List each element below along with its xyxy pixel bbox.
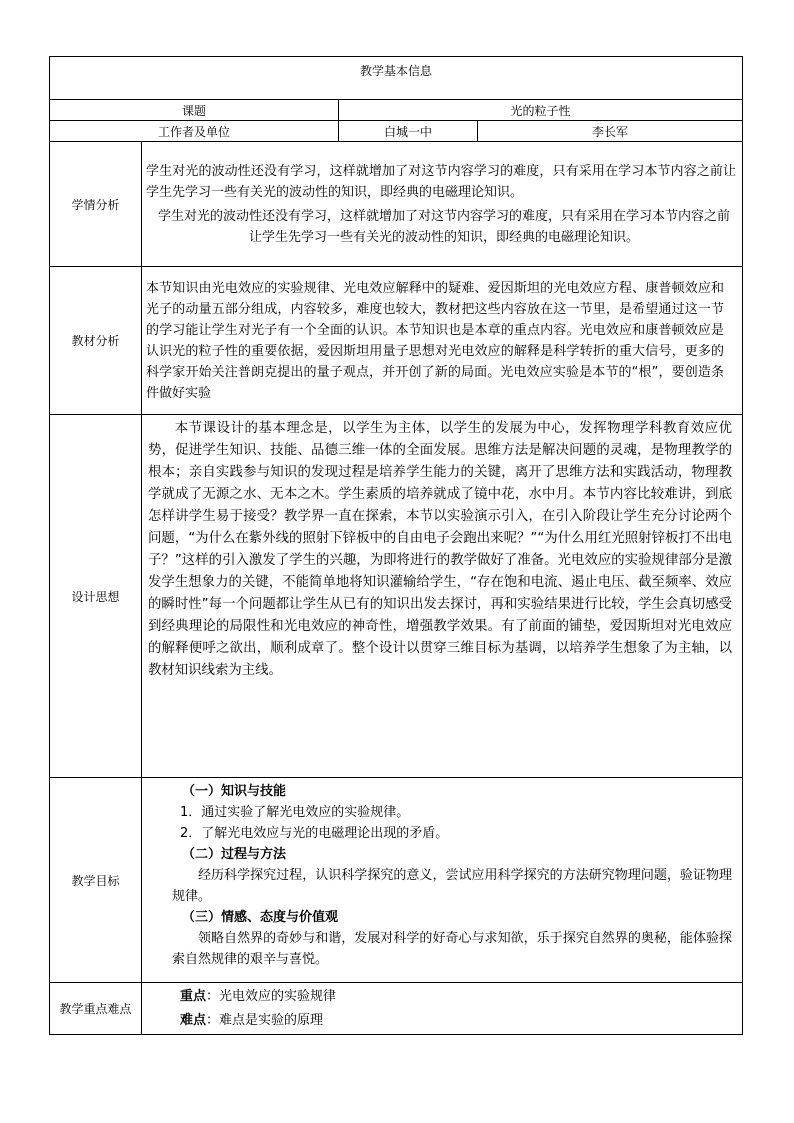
key-point-label: 重点 [180, 988, 207, 1004]
table-title: 教学基本信息 [50, 57, 743, 100]
lesson-plan-document [49, 56, 742, 1064]
key-point-text: ：光电效应的实验规律 [206, 988, 337, 1004]
key-point-line [180, 985, 736, 1009]
goals-heading-process: （二）过程与方法 [182, 847, 287, 862]
material-analysis-row [50, 267, 743, 415]
key-points-label: 教学重点难点 [50, 983, 142, 1035]
difficulty-label: 难点 [180, 1012, 207, 1028]
material-analysis-label: 教材分析 [50, 267, 142, 415]
key-points-row [50, 983, 743, 1035]
goals-row [50, 778, 743, 983]
goals-item-2: 2．了解光电效应与光的电磁理论出现的矛盾。 [180, 826, 449, 841]
design-idea-text: 本节课设计的基本理念是，以学生为主体，以学生的发展为中心，发挥物理学科教育效应优势，促进学生知识、技能、品德三维一体的全面发展。思维方法是解决问题的灵魂，是物理教学的根本；亲自实践参与知识的发现过程是培养学生能力的关键，离开了思维方法和实践活动，物理教学就成了无源之水、无本之木。学生素质的培养就成了镜中花，水中月。本节内容比较难讲，到底怎样讲学生易于接受？教学界一直在探索，本节以实验演示引入，在引入阶段让学生充分讨论两个问题，“为什么在紫外线的照射下锌板中的自由电子会跑出来呢？”“为什么用红光照射锌板打不出电子？”这样的引入激发了学生的兴趣，为即将进行的教学做好了准备。光电效应的实验规律部分是激发学生想象力的关键，不能简单地将知识灌输给学生，“存在饱和电流、遏止电压、截至频率、效应的瞬时性”每一个问题都让学生从已有的知识出发去探讨，再和实验结果进行比较，学生会真切感受到经典理论的局限性和光电效应的神奇性，增强教学效果。有了前面的铺垫，爱因斯坦对光电效应的解释便呼之欲出，顺利成章了。整个设计以贯穿三维目标为基调，以培养学生想象了为主轴，以教材知识线索为主线。 [148, 421, 733, 678]
goals-item-1: 1．通过实验了解光电效应的实验规律。 [180, 805, 410, 820]
topic-row [50, 100, 743, 121]
learning-analysis-text-2: 学生对光的波动性还没有学习，这样就增加了对这节内容学习的难度，只有采用在学习本节内容之前让学生先学习一些有关光的波动性的知识，即经典的电磁理论知识。 [158, 208, 731, 245]
learning-analysis-row [50, 142, 743, 267]
goals-process-text: 经历科学探究过程，认识科学探究的意义，尝试应用科学探究的方法研究物理问题，验证物理规律。 [172, 868, 733, 904]
title-row [50, 57, 743, 100]
goals-label: 教学目标 [50, 778, 142, 983]
design-idea-row [50, 415, 743, 778]
material-analysis-text: 本节知识由光电效应的实验规律、光电效应解释中的疑难、爱因斯坦的光电效应方程、康普顿效应和光子的动量五部分组成，内容较多，难度也较大，教材把这些内容放在这一节里，是希望通过这一节的学习能让学生对光子有一个全面的认识。本节知识也是本章的重点内容。光电效应和康普顿效应是认识光的粒子性的重要依据，爱因斯坦用量子思想对光电效应的解释是科学转折的重大信号，更多的科学家开始关注普朗克提出的量子观点，并开创了新的局面。光电效应实验是本节的“根”，要创造条件做好实验 [146, 280, 725, 401]
goals-heading-knowledge: （一）知识与技能 [182, 784, 287, 799]
lesson-table [49, 56, 743, 1035]
design-idea-label: 设计思想 [50, 415, 142, 778]
topic-value: 光的粒子性 [339, 100, 743, 121]
goals-heading-values: （三）情感、态度与价值观 [182, 910, 339, 925]
difficulty-text: ：难点是实验的原理 [206, 1012, 324, 1028]
author-row [50, 121, 743, 142]
goals-values-text: 领略自然界的奇妙与和谐，发展对科学的好奇心与求知欲，乐于探究自然界的奥秘，能体验探索自然规律的艰辛与喜悦。 [172, 931, 733, 967]
author-unit: 白城一中 [339, 121, 478, 142]
difficulty-line [180, 1009, 736, 1033]
author-name: 李长军 [478, 121, 743, 142]
author-label: 工作者及单位 [50, 121, 339, 142]
learning-analysis-label: 学情分析 [50, 142, 142, 267]
topic-label: 课题 [50, 100, 339, 121]
learning-analysis-text-1: 学生对光的波动性还没有学习，这样就增加了对这节内容学习的难度，只有采用在学习本节内容之前让学生先学习一些有关光的波动性的知识，即经典的电磁理论知识。 [146, 163, 737, 200]
